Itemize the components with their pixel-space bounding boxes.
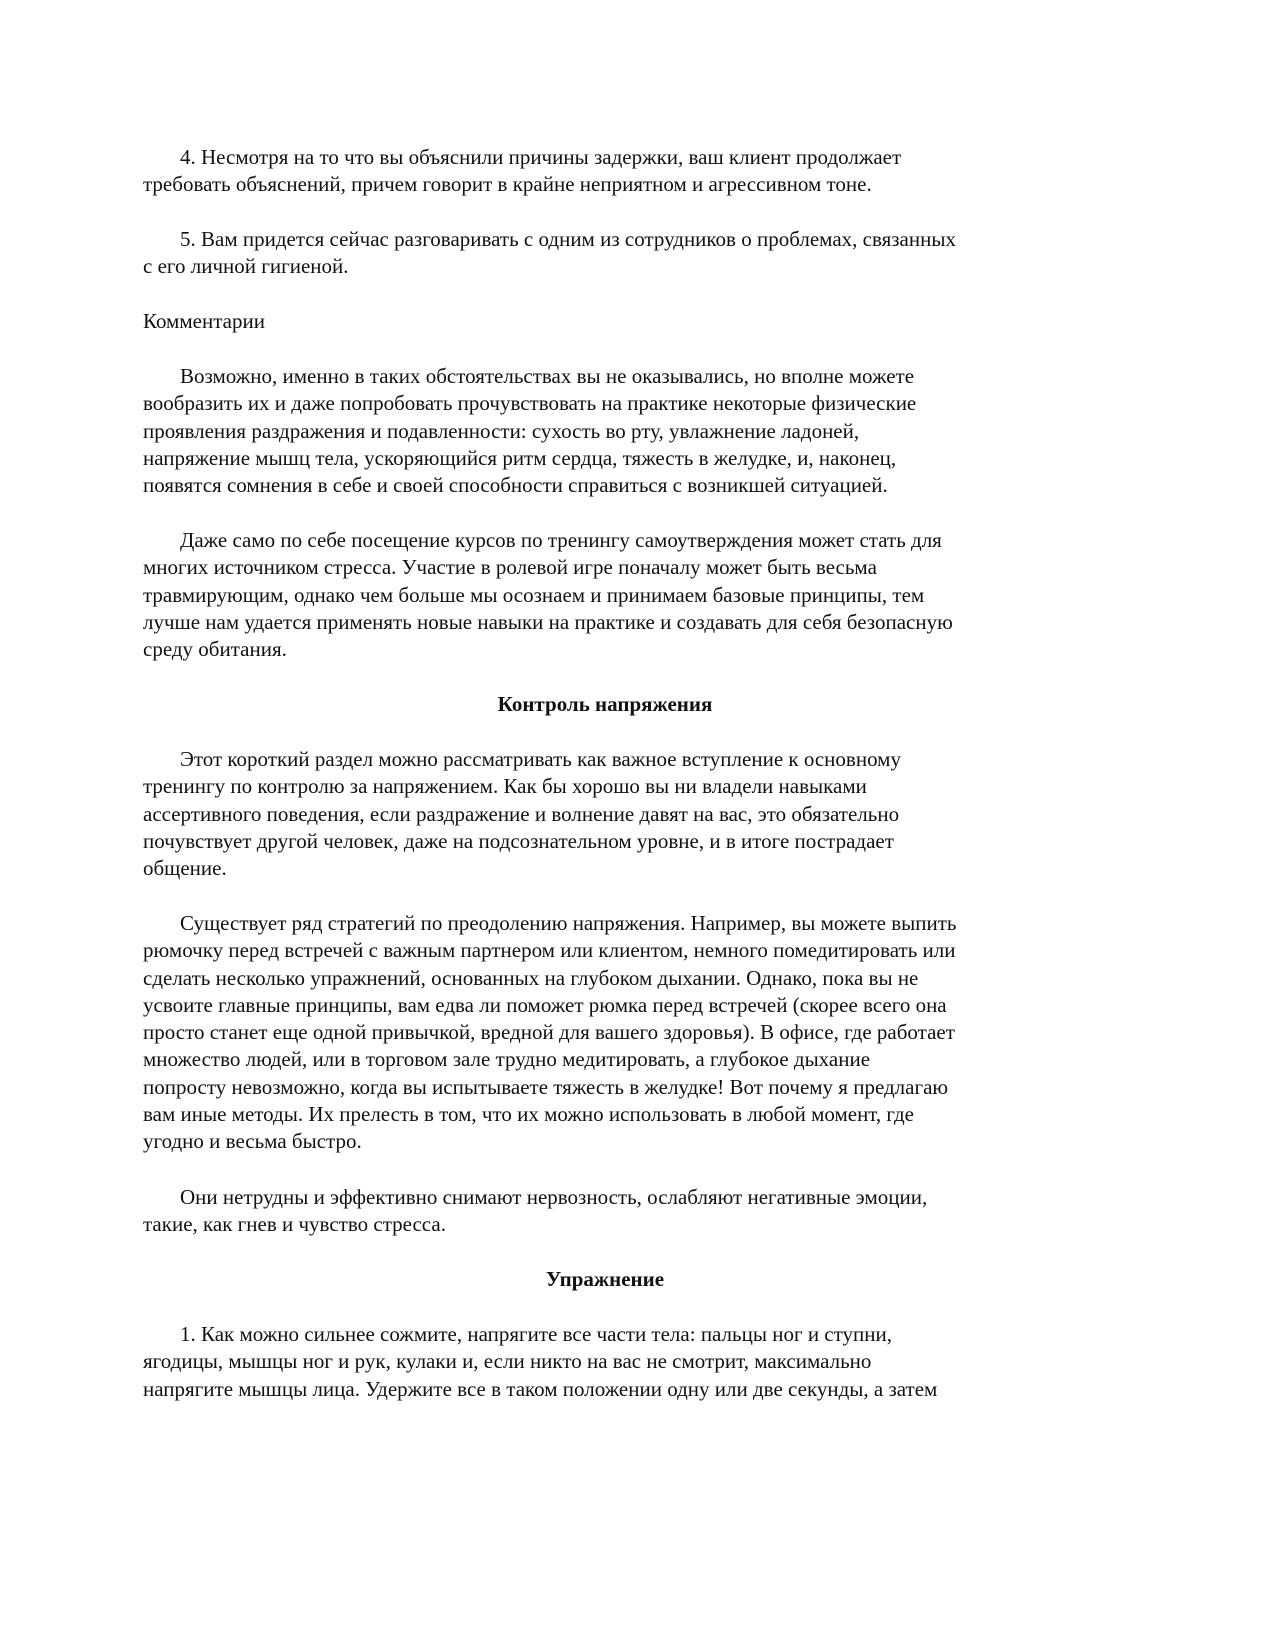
- text-line: напрягите мышцы лица. Удержите все в таком положении одну или две секунды, а затем: [143, 1376, 938, 1401]
- text-line: Комментарии: [143, 309, 265, 333]
- text-line: Даже само по себе посещение курсов по тренингу самоутверждения может стать для: [180, 528, 942, 552]
- text-line: вообразить их и даже попробовать прочувствовать на практике некоторые физические: [143, 391, 917, 416]
- text-line: проявления раздражения и подавленности: сухость во рту, увлажнение ладоней,: [143, 418, 860, 443]
- section-heading-exercise: Упражнение: [545, 1267, 665, 1291]
- text-line: Этот короткий раздел можно рассматривать как важное вступление к основному: [180, 747, 901, 771]
- comments-label: [143, 308, 1103, 335]
- text-line: просто станет еще одной привычкой, вредной для вашего здоровья). В офисе, где работает: [143, 1020, 955, 1045]
- text-line: тренингу по контролю за напряжением. Как бы хорошо вы ни владели навыками: [143, 774, 867, 799]
- paragraph-item-4: [143, 144, 1103, 199]
- text-line: рюмочку перед встречей с важным партнером или клиентом, немного помедитировать или: [143, 938, 956, 963]
- text-line: общение.: [143, 856, 227, 881]
- paragraph-intro: [143, 746, 1103, 882]
- text-line: среду обитания.: [143, 637, 287, 662]
- paragraph-item-5: [143, 226, 1103, 281]
- text-line: Возможно, именно в таких обстоятельствах вы не оказывались, но вполне можете: [180, 364, 915, 388]
- paragraph-exercise-1: [143, 1321, 1103, 1403]
- text-line: попросту невозможно, когда вы испытываете тяжесть в желудке! Вот почему я предлагаю: [143, 1074, 949, 1099]
- paragraph-even: [143, 527, 1103, 663]
- section-heading-tension-control: Контроль напряжения: [497, 692, 713, 716]
- text-line: Они нетрудны и эффективно снимают нервозность, ослабляют негативные эмоции,: [180, 1185, 928, 1209]
- text-line: вам иные методы. Их прелесть в том, что их можно использовать в любой момент, где: [143, 1102, 914, 1127]
- text-line: такие, как гнев и чувство стресса.: [143, 1212, 446, 1237]
- text-line: множество людей, или в торговом зале трудно медитировать, а глубокое дыхание: [143, 1047, 871, 1072]
- paragraph-strategies: [143, 910, 1103, 1156]
- text-line: напряжение мышц тела, ускоряющийся ритм сердца, тяжесть в желудке, и, наконец,: [143, 445, 897, 470]
- text-line: почувствует другой человек, даже на подсознательном уровне, и в итоге пострадает: [143, 828, 894, 853]
- text-line: Существует ряд стратегий по преодолению напряжения. Например, вы можете выпить: [180, 911, 957, 935]
- text-line: травмирующим, однако чем больше мы осознаем и принимаем базовые принципы, тем: [143, 582, 925, 607]
- paragraph-easy: [143, 1184, 1103, 1239]
- paragraph-possibly: [143, 363, 1103, 499]
- text-line: с его личной гигиеной.: [143, 254, 349, 279]
- text-line: появятся сомнения в себе и своей способности справиться с возникшей ситуацией.: [143, 473, 888, 498]
- text-line: лучше нам удается применять новые навыки на практике и создавать для себя безопасную: [143, 609, 953, 634]
- text-line: угодно и весьма быстро.: [143, 1129, 362, 1154]
- text-line: ассертивного поведения, если раздражение и волнение давят на вас, это обязательно: [143, 801, 900, 826]
- text-line: 1. Как можно сильнее сожмите, напрягите все части тела: пальцы ног и ступни,: [180, 1322, 892, 1346]
- text-line: ягодицы, мышцы ног и рук, кулаки и, если никто на вас не смотрит, максимально: [143, 1349, 872, 1374]
- text-line: 5. Вам придется сейчас разговаривать с одним из сотрудников о проблемах, связанных: [180, 227, 956, 251]
- text-line: сделать несколько упражнений, основанных на глубоком дыхании. Однако, пока вы не: [143, 965, 919, 990]
- text-line: усвоите главные принципы, вам едва ли поможет рюмка перед встречей (скорее всего она: [143, 992, 947, 1017]
- text-line: 4. Несмотря на то что вы объяснили причины задержки, ваш клиент продолжает: [180, 145, 902, 169]
- text-line: многих источником стресса. Участие в ролевой игре поначалу может быть весьма: [143, 555, 877, 580]
- text-line: требовать объяснений, причем говорит в крайне неприятном и агрессивном тоне.: [143, 172, 872, 197]
